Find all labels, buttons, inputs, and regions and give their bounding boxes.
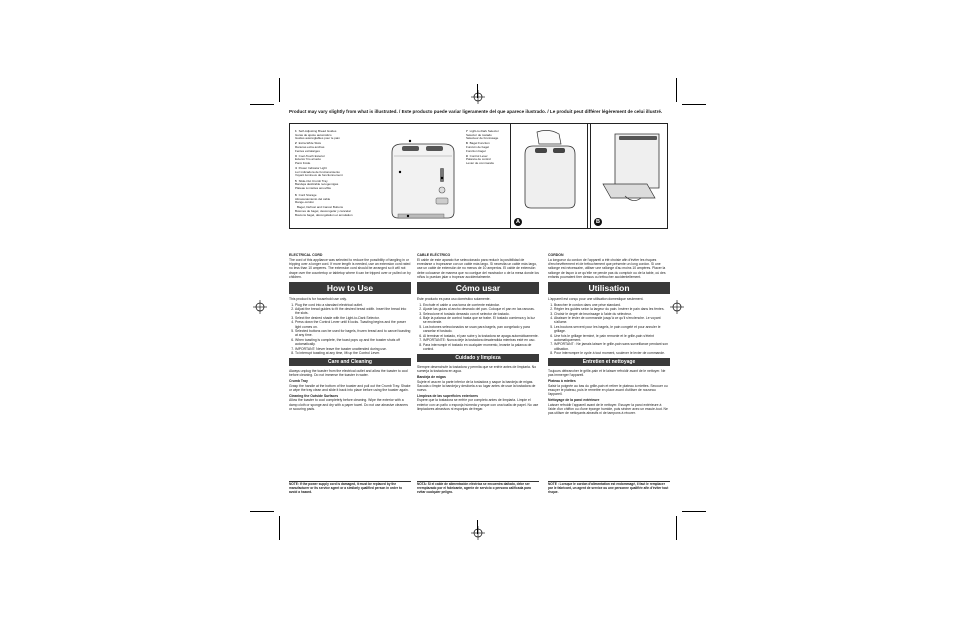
registration-mark-left — [253, 300, 267, 314]
column-english — [289, 253, 411, 412]
step-item: 1. Plug the cord into a standard electrical outlet. — [295, 303, 411, 307]
french-note: NOTE : Lorsque le cordon d'alimentation est endommagé, il faut le remplacer par le fabricant, un agent de service ou une personne qualifiée afin d'éviter tout risque. — [548, 482, 669, 494]
step-item: 2. Adjust the bread guides to fit the desired bread width. Insert the bread into the slots. — [295, 307, 411, 315]
crumb-tray-heading: Bandeja de migas — [417, 375, 446, 380]
step-item: 6. Une fois le grillage terminé, le pain remonte et le grille-pain s'éteint automatiquement. — [554, 334, 670, 342]
electrical-cord-heading: CORDON — [548, 253, 564, 257]
electrical-cord-text: The cord of this appliance was selected to reduce the possibility of tangling in or tripping over a longer cord. If more length is needed, use an extension cord rated no less than 10 amperes. The extension cord should be arranged so it will not drape over the countertop or tabletop where it can be tripped over or pulled on by children. — [289, 258, 411, 279]
outside-surfaces-heading: Nettoyage de la paroi extérieure — [548, 397, 600, 402]
step-item: 7. IMPORTANT: Never leave the toaster unattended during use. — [295, 347, 411, 351]
care-cleaning-heading: Entretien et nettoyage — [548, 358, 670, 366]
step-item: 2. Régler les guides selon la largeur du pain. Insérer le pain dans les fentes. — [554, 307, 670, 311]
crop-mark-bottom-left-h — [250, 511, 274, 512]
part-item: 8 Bagel Function Función de bagel Fonction bagel — [466, 141, 490, 153]
step-item: 4. Abaisser le levier de commande jusqu'à ce qu'il s'enclenche. Le voyant s'allume. — [554, 316, 670, 324]
step-item: 3. Seleccione el tostado deseado con el selector de tostado. — [423, 312, 539, 316]
electrical-cord-heading: CABLE ELÉCTRICO — [417, 253, 451, 257]
crop-mark-top-right-h — [682, 104, 706, 105]
part-item: 4 Power Indicator Light Luz indicadora de funcionamiento Voyant lumineux de fonctionnement — [295, 166, 343, 178]
spanish-note: NOTA: Si el cable de alimentación eléctrica se encuentra dañado, debe ser reemplazado por el fabricante, agente de servicio o persona calificada para evitar cualquier peligro. — [417, 481, 539, 495]
outside-surfaces-heading: Limpieza de las superficies exteriores — [417, 393, 479, 398]
step-item: 1. Enchufe el cable a una toma de corriente estándar. — [423, 303, 539, 307]
part-item: 7 Light-to-Dark Selector Selector de tostado Sélecteur de brunissage — [466, 129, 499, 141]
part-item: 6 Cord Storage Almacenamiento del cable Range-cordon — [295, 193, 331, 205]
crumb-tray-illustration — [595, 128, 665, 212]
figure-a-label: A — [514, 218, 522, 226]
figure-b-label: B — [594, 218, 602, 226]
household-intro: Este producto es para uso doméstico solamente. — [417, 296, 491, 301]
crop-mark-bottom-right-h — [682, 511, 706, 512]
part-item: Bagel, Defrost and Cancel Buttons Botones de bagel, descongelar y cancelar Boutons bagel, décongélation et annulation — [295, 205, 353, 217]
how-to-use-heading: How to Use — [289, 282, 411, 294]
figure-a — [510, 123, 588, 229]
step-item: 2. Ajuste las guías al ancho deseado del pan. Coloque el pan en las ranuras. — [423, 307, 539, 311]
step-item: 7. IMPORTANTE: Nunca deje la tostadora desatendida mientras esté en uso. — [423, 338, 539, 342]
steps-list — [289, 303, 411, 356]
parts-list-bottom — [295, 194, 385, 219]
care-intro: Always unplug the toaster from the electrical outlet and allow the toaster to cool before cleaning. Do not immerse the toaster in water. — [289, 369, 408, 378]
step-item: 4. Baje la palanca de control hasta que se trabe. El tostado comienza y la luz se enciende. — [423, 316, 539, 324]
column-spanish — [417, 253, 539, 412]
steps-list — [548, 303, 670, 356]
crop-mark-top-left-h — [250, 104, 274, 105]
parts-list-left — [295, 130, 375, 192]
step-item: 3. Choisir le degré de brunissage à l'aide du sélecteur. — [554, 312, 670, 316]
step-item: 6. When toasting is complete, the toast pops up and the toaster shuts off automatically. — [295, 338, 411, 346]
crumb-tray-text: Grasp the handle at the bottom of the toaster and pull out the Crumb Tray. Shake or wipe the tray clean and slide it back into place before using the toaster again. — [289, 383, 411, 393]
part-item: 9 Control Lever Palanca de control Levier de commande — [466, 153, 495, 165]
electrical-cord-text: El cable de este aparato fue seleccionado para reducir la posibilidad de enredarse o tropezarse con un cable más largo. Si necesita un cable más largo, use un cable de extensión de no menos de 10 amperios. El cable de extensión debe colocarse de manera que no cuelgue del mostrador o de la mesa donde los niños lo puedan jalar o tropezar accidentalmente. — [417, 258, 539, 279]
step-item: 5. Los botones seleccionados se usan para bagels, pan congelado y para cancelar el tostado. — [423, 325, 539, 333]
crop-mark-bottom-right-v — [676, 516, 677, 540]
outside-surfaces-text: Laisser refroidir l'appareil avant de le nettoyer. Essuyer la paroi extérieure à l'aide d'un chiffon ou d'une éponge humide, puis sécher avec un essuie-tout. Ne pas utiliser de nettoyants abrasifs ni de tampons à récurer. — [548, 402, 668, 415]
figure-b — [590, 123, 668, 229]
step-item: 4. Press down the Control Lever until it locks. Toasting begins and the power light comes on. — [295, 320, 411, 328]
crumb-tray-heading: Plateau à miettes — [548, 379, 576, 384]
part-item: 5 Slide-Out Crumb Tray Bandeja deslizable recogemigas Plateau à miettes amovible — [295, 178, 339, 190]
crop-mark-top-right-v — [676, 78, 677, 102]
step-item: 8. Pour interrompre le cycle à tout moment, soulever le levier de commande. — [554, 351, 670, 355]
toaster-hand-illustration — [515, 128, 585, 212]
how-to-use-heading: Cómo usar — [417, 282, 539, 294]
household-intro: This product is for household use only. — [289, 296, 347, 301]
electrical-cord-heading: ELECTRICAL CORD — [289, 253, 323, 257]
step-item: 1. Brancher le cordon dans une prise standard. — [554, 303, 670, 307]
household-intro: L'appareil est conçu pour une utilisation domestique seulement. — [548, 296, 644, 301]
part-item: 3 Cool-Touch Exterior Exterior frío al tacto Paroi froide — [295, 153, 326, 165]
outside-surfaces-text: Espere que la tostadora se enfríe por completo antes de limpiarla. Limpie el exterior con un paño o esponja húmeda y seque con una toalla de papel. No use limpiadores abrasivos ni esponjas de fregar. — [417, 398, 539, 411]
how-to-use-heading: Utilisation — [548, 282, 670, 294]
care-intro: Siempre desenchufe la tostadora y permita que se enfríe antes de limpiarla. No sumerja la tostadora en agua. — [417, 365, 537, 374]
crumb-tray-text: Saisir la poignée au bas du grille-pain et retirer le plateau à miettes. Secouer ou essuyer le plateau, puis le remettre en place avant d'utiliser de nouveau l'appareil. — [548, 383, 668, 397]
toaster-illustration — [378, 132, 466, 224]
outside-surfaces-text: Allow the toaster to cool completely before cleaning. Wipe the exterior with a damp cloth or sponge and dry with a paper towel. Do not use abrasive cleaners or scouring pads. — [289, 398, 408, 411]
registration-mark-top — [471, 90, 485, 104]
crumb-tray-heading: Crumb Tray — [289, 379, 308, 384]
part-item: 1 Self-Adjusting Bread Guides Guías de ajuste automático Guides autoréglables pour le pain — [295, 129, 340, 141]
steps-list — [417, 303, 539, 351]
step-item: 5. Les boutons servent pour les bagels, le pain congelé et pour annuler le grillage. — [554, 325, 670, 333]
column-french — [548, 253, 670, 417]
step-item: 5. Selected buttons can be used for bagels, frozen bread and to cancel toasting at any time. — [295, 329, 411, 337]
registration-mark-bottom — [471, 526, 485, 540]
outside-surfaces-heading: Cleaning the Outside Surfaces — [289, 393, 339, 398]
registration-mark-right — [670, 300, 684, 314]
step-item: 7. IMPORTANT : Ne jamais laisser le grille-pain sans surveillance pendant son utilisation. — [554, 342, 670, 350]
care-cleaning-heading: Care and Cleaning — [289, 358, 411, 366]
electrical-cord-text: La longueur du cordon de l'appareil a été choisie afin d'éviter les risques d'enchevêtrement et de trébuchement que présente un long cordon. Si une rallonge est nécessaire, utiliser une rallonge d'au moins 10 ampères. Placer la rallonge de façon à ce qu'elle ne pende pas du comptoir ou de la table, où des enfants pourraient tirer dessus ou trébucher accidentellement. — [548, 258, 666, 279]
parts-list-right — [466, 130, 514, 167]
crop-mark-top-left-v — [279, 78, 280, 102]
product-variation-note: Product may vary slightly from what is illustrated. / Este producto puede variar ligeramente del que aparece ilustrado. / Le produit peut différer légèrement de celui illustré. — [289, 109, 663, 114]
step-item: 8. To interrupt toasting at any time, lift up the Control Lever. — [295, 351, 411, 355]
english-note: NOTE: If the power supply cord is damaged, it must be replaced by the manufacturer or its service agent or a similarly qualified person in order to avoid a hazard. — [289, 481, 411, 495]
part-item: 2 Extra-Wide Slots Ranuras extra anchas Fentes extralarges — [295, 141, 325, 153]
step-item: 6. Al terminar el tostado, el pan sube y la tostadora se apaga automáticamente. — [423, 334, 539, 338]
crumb-tray-text: Sujete el asa en la parte inferior de la tostadora y saque la bandeja de migas. Sacuda o limpie la bandeja y deslícela a su lugar antes de usar la tostadora de nuevo. — [417, 379, 536, 393]
step-item: 8. Para interrumpir el tostado en cualquier momento, levante la palanca de control. — [423, 343, 539, 351]
care-cleaning-heading: Cuidado y limpieza — [417, 354, 539, 362]
step-item: 3. Select the desired shade with the Light-to-Dark Selector. — [295, 316, 411, 320]
care-intro: Toujours débrancher le grille-pain et le laisser refroidir avant de le nettoyer. Ne pas immerger l'appareil. — [548, 369, 666, 378]
crop-mark-bottom-left-v — [279, 516, 280, 540]
